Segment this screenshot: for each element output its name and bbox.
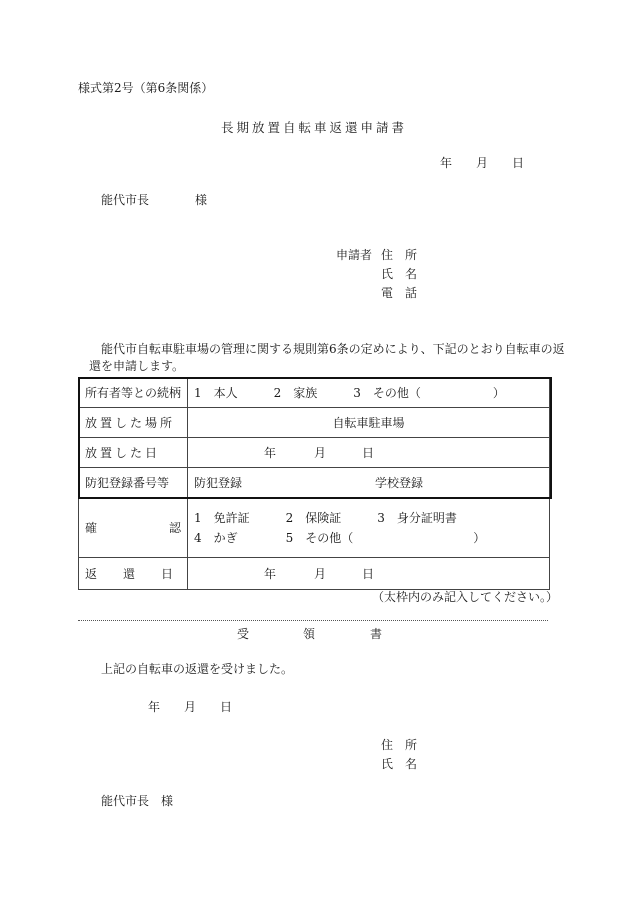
return-year: 年 [264, 566, 277, 581]
receipt-title-1: 受 [237, 627, 250, 641]
return-day: 日 [362, 566, 375, 581]
table-row [79, 558, 550, 590]
receipt-mayor: 能代市長 様 [101, 794, 174, 808]
cut-line [78, 620, 548, 621]
relation-options[interactable]: 1 本人 2 家族 3 その他（ ） [188, 378, 550, 408]
confirmation-label-left: 確 [85, 520, 98, 535]
applicant-phone-label: 電 話 [381, 286, 418, 300]
form-title: 長期放置自転車返還申請書 [221, 120, 408, 135]
addressee-sama: 様 [195, 193, 208, 207]
applicant-label: 申請者 [336, 248, 373, 262]
intro-text-line2: 還を申請します。 [89, 359, 185, 373]
receipt-day: 日 [220, 700, 233, 714]
fill-note: （太枠内のみ記入してください。） [372, 590, 559, 604]
table-row [79, 468, 550, 498]
intro-text-line1: 能代市自転車駐車場の管理に関する規則第6条の定めにより、下記のとおり自転車の返 [101, 342, 565, 356]
receipt-text: 上記の自転車の返還を受けました。 [101, 662, 294, 676]
date-year: 年 [440, 156, 453, 170]
return-date-label-text: 返還日 [85, 566, 200, 581]
applicant-name-label: 氏 名 [381, 267, 418, 281]
confirmation-label-right: 認 [168, 520, 181, 535]
return-month: 月 [314, 566, 327, 581]
confirmation-line1: 1 免許証 2 保険証 3 身分証明書 [194, 510, 457, 525]
school-registration: 学校登録 [375, 475, 424, 490]
relation-label: 所有者等との続柄 [79, 378, 188, 408]
abandoned-day: 日 [362, 445, 375, 460]
receipt-month: 月 [184, 700, 197, 714]
return-date-field [188, 558, 550, 590]
table-row [79, 378, 550, 408]
registration-field[interactable] [188, 468, 550, 498]
place-value[interactable]: 自転車駐車場 [188, 408, 550, 438]
receipt-name-label: 氏 名 [381, 757, 418, 771]
confirmation-line2: 4 かぎ 5 その他（ ） [194, 530, 486, 545]
date-month: 月 [476, 156, 489, 170]
abandoned-month: 月 [314, 445, 327, 460]
abandoned-year: 年 [264, 445, 277, 460]
table-row [79, 438, 550, 468]
form-number: 様式第2号（第6条関係） [78, 81, 214, 95]
addressee-mayor: 能代市長 [101, 193, 150, 207]
table-row [79, 498, 550, 558]
receipt-title-3: 書 [370, 627, 383, 641]
receipt-title-2: 領 [303, 627, 316, 641]
confirmation-label [79, 498, 188, 558]
receipt-year: 年 [148, 700, 161, 714]
place-label: 放置した場所 [79, 408, 188, 438]
abandoned-date-field[interactable] [188, 438, 550, 468]
application-table [78, 377, 550, 590]
receipt-address-label: 住 所 [381, 738, 418, 752]
confirmation-options[interactable] [188, 498, 550, 558]
date-day: 日 [512, 156, 525, 170]
applicant-address-label: 住 所 [381, 248, 418, 262]
abandoned-date-label: 放置した日 [79, 438, 188, 468]
table-row [79, 408, 550, 438]
return-date-label [79, 558, 200, 590]
registration-label: 防犯登録番号等 [79, 468, 188, 498]
crime-prevention-registration: 防犯登録 [194, 475, 243, 490]
